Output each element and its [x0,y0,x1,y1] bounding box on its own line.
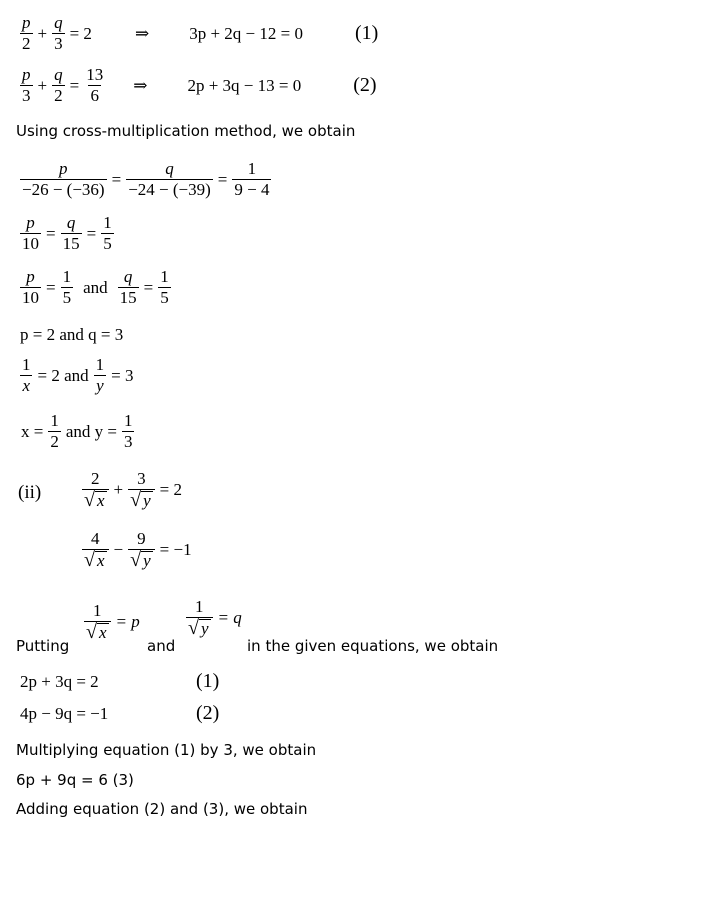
equation-row-2 [18,66,377,105]
fraction [94,356,107,395]
numerator: 1 [93,601,102,620]
x-equals: x = [21,421,44,441]
numerator: q [54,13,63,32]
numerator: 1 [247,159,257,178]
denominator: √ y [128,549,155,571]
numerator: q [66,213,76,232]
equals-p: = p [115,612,140,632]
implies-arrow: ⇒ [134,23,150,43]
fraction [84,602,111,642]
denominator: 3 [123,431,133,451]
equation-3: 6p + 9q = 6 (3) [16,771,134,789]
denominator: 2 [54,85,63,105]
equals-rhs: = −1 [159,540,192,560]
numerator: 1 [95,355,105,374]
numerator: 4 [91,529,100,548]
fraction [20,14,33,53]
equation-expression: 4p − 9q = −1 [20,703,109,723]
part-label: (ii) [18,482,42,503]
numerator: 1 [50,411,59,430]
simplified-ratio [18,214,116,253]
equation-row-1 [18,14,378,53]
fraction [122,412,135,451]
solution-xy [18,412,136,451]
substitution-p [82,602,143,642]
split-ratio [18,268,173,307]
denominator: 3 [22,85,31,105]
denominator: 2 [22,33,31,53]
denominator: 10 [22,287,39,307]
numerator: q [123,267,133,286]
fraction [52,66,65,105]
denominator: 9 − 4 [234,179,270,199]
fraction [52,14,65,53]
equation-tag: (2) [196,702,220,724]
fraction [232,160,271,199]
denominator: −24 − (−39) [128,179,211,199]
denominator: x [22,375,31,395]
putting-suffix: in the given equations, we obtain [247,637,499,655]
equals-and: = 2 and [37,365,89,385]
equation-tag: (1) [196,670,220,692]
equation-expression: 2p + 3q = 2 [20,671,99,691]
and-y-equals: and y = [65,421,117,441]
equals-sign: = [69,75,80,95]
fraction [20,214,41,253]
text-multiplying: Multiplying equation (1) by 3, we obtain [16,741,317,759]
numerator: p [26,213,35,232]
minus-sign: − [113,540,124,560]
denominator: −26 − (−36) [22,179,105,199]
linear-equation-2 [20,702,219,725]
fraction [20,356,33,395]
denominator: 15 [62,233,80,253]
denominator: 5 [160,287,169,307]
numerator: 2 [91,469,100,488]
numerator: q [165,159,174,178]
numerator: 1 [160,267,169,286]
numerator: p [59,159,68,178]
solution-pq: p = 2 and q = 3 [20,325,124,344]
denominator: y [96,375,104,395]
linear-equation-1 [20,670,219,693]
numerator: 13 [86,65,104,84]
denominator: 6 [90,85,99,105]
plus-sign: + [113,480,124,500]
denominator: 3 [54,33,63,53]
numerator: 1 [22,355,31,374]
fraction [20,160,107,199]
denominator: √ x [82,489,109,511]
numerator: p [22,65,31,84]
numerator: q [54,65,63,84]
fraction [186,598,213,638]
denominator: 15 [119,287,137,307]
and-word: and [147,637,176,655]
numerator: 9 [137,529,146,548]
equals-sign: = [143,277,154,297]
equals-sign: = [111,169,122,189]
numerator: 1 [123,411,133,430]
numerator: 1 [62,267,72,286]
fraction [101,214,114,253]
radical-equation-2 [80,530,195,570]
denominator: √ y [128,489,155,511]
equation-tag: (2) [353,74,377,97]
equation-tag: (1) [354,22,379,45]
linear-equation: 3p + 2q − 12 = 0 [189,23,303,43]
fraction [84,66,105,105]
reciprocal-equations [18,356,136,395]
text-adding: Adding equation (2) and (3), we obtain [16,800,308,818]
denominator: 5 [103,233,112,253]
fraction [20,66,33,105]
substitution-q [184,598,245,638]
denominator: 2 [50,431,59,451]
numerator: 1 [103,213,112,232]
equals-rhs: = 2 [159,480,182,500]
equals-rhs: = 2 [69,23,92,43]
equals-rhs: = 3 [111,365,134,385]
fraction [128,530,155,570]
plus-sign: + [37,23,48,43]
fraction [61,214,82,253]
fraction [82,530,109,570]
fraction [126,160,213,199]
denominator: √ x [82,549,109,571]
fraction [118,268,139,307]
numerator: p [26,267,35,286]
fraction [82,470,109,510]
equals-sign: = [46,277,56,297]
fraction [48,412,61,451]
fraction [158,268,171,307]
denominator: 10 [22,233,39,253]
numerator: 3 [137,469,146,488]
linear-equation: 2p + 3q − 13 = 0 [187,75,302,95]
fraction [128,470,155,510]
denominator: √ x [84,621,111,643]
and-word: and [83,277,108,297]
implies-arrow: ⇒ [133,75,148,95]
equals-sign: = [86,223,97,243]
fraction [20,268,41,307]
radical-equation-1 [80,470,185,510]
denominator: √ y [186,617,213,639]
plus-sign: + [37,75,48,95]
numerator: p [22,13,31,32]
numerator: 1 [195,597,204,616]
text-cross-multiplication: Using cross-multiplication method, we obtain [16,122,356,140]
fraction [61,268,74,307]
putting-prefix: Putting [16,637,70,655]
equals-sign: = [46,223,56,243]
cross-multiplication-equation [18,160,273,199]
denominator: 5 [62,287,72,307]
equals-q: = q [217,608,242,628]
equals-sign: = [217,169,228,189]
